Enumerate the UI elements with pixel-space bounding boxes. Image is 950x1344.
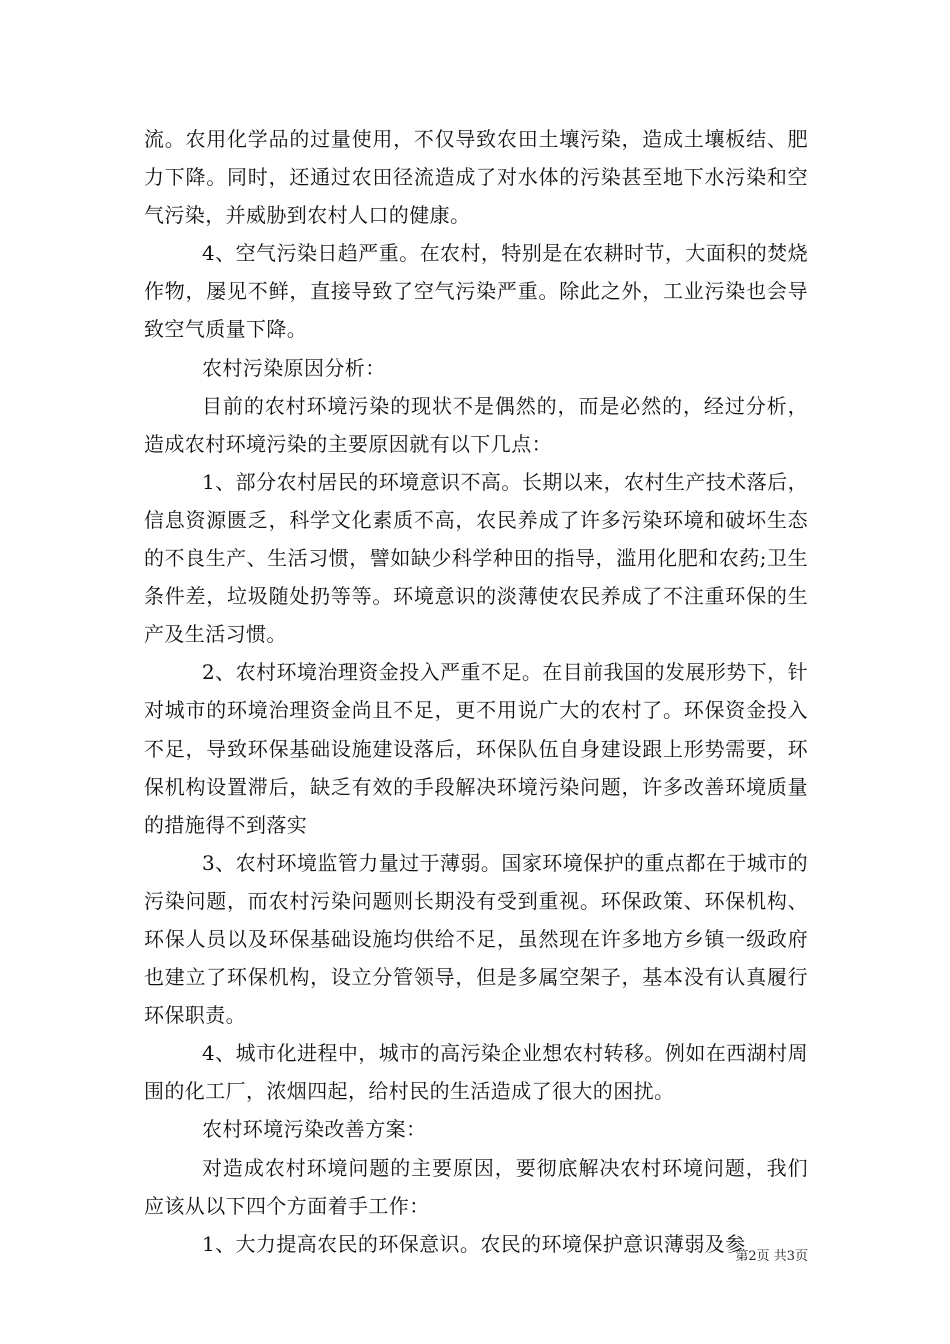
page-number: 第2页 共3页 bbox=[735, 1249, 808, 1264]
paragraph-cause-2: 2、农村环境治理资金投入严重不足。在目前我国的发展形势下，针对城市的环境治理资金尚且不足，更不用说广大的农村了。环保资金投入不足，导致环保基础设施建设落后，环保队伍自身建设跟上形势需要，环保机构设置滞后，缺乏有效的手段解决环境污染问题，许多改善环境质量的措施得不到落实 bbox=[144, 660, 808, 837]
section-heading-causes: 农村污染原因分析： bbox=[202, 355, 386, 380]
document-body bbox=[144, 120, 808, 1263]
paragraph-cause-3: 3、农村环境监管力量过于薄弱。国家环境保护的重点都在于城市的污染问题，而农村污染问题则长期没有受到重视。环保政策、环保机构、环保人员以及环保基础设施均供给不足，虽然现在许多地方乡镇一级政府也建立了环保机构，设立分管领导，但是多属空架子，基本没有认真履行环保职责。 bbox=[144, 850, 808, 1028]
paragraph-cause-1: 1、部分农村居民的环境意识不高。长期以来，农村生产技术落后，信息资源匮乏，科学文化素质不高，农民养成了许多污染环境和破坏生态的不良生产、生活习惯，譬如缺少科学种田的指导，滥用化肥和农药;卫生条件差，垃圾随处扔等等。环境意识的淡薄使农民养成了不注重环保的生产及生活习惯。 bbox=[144, 469, 808, 647]
paragraph-cause-4: 4、城市化进程中，城市的高污染企业想农村转移。例如在西湖村周围的化工厂，浓烟四起，给村民的生活造成了很大的困扰。 bbox=[144, 1041, 808, 1104]
paragraph-solutions-intro: 对造成农村环境问题的主要原因，要彻底解决农村环境问题，我们应该从以下四个方面着手工作： bbox=[144, 1155, 808, 1218]
paragraph-continued: 流。农用化学品的过量使用，不仅导致农田土壤污染，造成土壤板结、肥力下降。同时，还通过农田径流造成了对水体的污染甚至地下水污染和空气污染，并威胁到农村人口的健康。 bbox=[144, 127, 808, 228]
paragraph-causes-intro: 目前的农村环境污染的现状不是偶然的，而是必然的，经过分析，造成农村环境污染的主要原因就有以下几点： bbox=[144, 393, 808, 456]
paragraph-air-pollution: 4、空气污染日趋严重。在农村，特别是在农耕时节，大面积的焚烧作物，屡见不鲜，直接导致了空气污染严重。除此之外，工业污染也会导致空气质量下降。 bbox=[144, 241, 808, 342]
section-heading-solutions: 农村环境污染改善方案： bbox=[202, 1117, 427, 1142]
paragraph-solution-1: 1、大力提高农民的环保意识。农民的环境保护意识薄弱及参 bbox=[202, 1231, 746, 1256]
